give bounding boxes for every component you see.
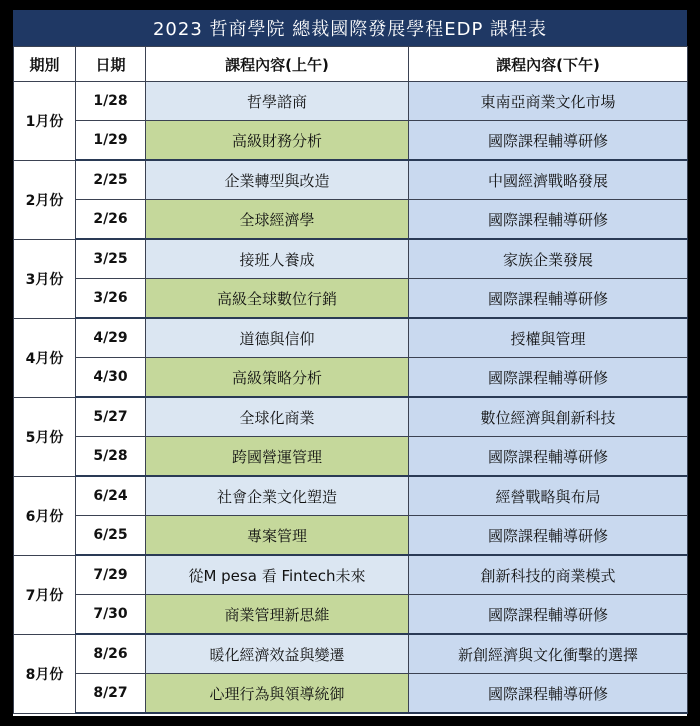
morning-course-cell: 全球經濟學 (146, 200, 409, 240)
afternoon-course-cell: 國際課程輔導研修 (409, 516, 688, 556)
date-cell: 7/29 (76, 555, 146, 595)
period-cell: 8月份 (14, 634, 76, 713)
date-cell: 2/25 (76, 160, 146, 200)
morning-course-cell: 道德與信仰 (146, 318, 409, 358)
date-cell: 4/29 (76, 318, 146, 358)
table-row (14, 121, 688, 161)
table-row (14, 516, 688, 556)
afternoon-course-cell: 授權與管理 (409, 318, 688, 358)
morning-course-cell: 從M pesa 看 Fintech未來 (146, 555, 409, 595)
afternoon-course-cell: 國際課程輔導研修 (409, 279, 688, 319)
afternoon-course-cell: 國際課程輔導研修 (409, 200, 688, 240)
table-row (14, 634, 688, 674)
morning-course-cell: 跨國營運管理 (146, 437, 409, 477)
date-cell: 3/26 (76, 279, 146, 319)
date-cell: 7/30 (76, 595, 146, 635)
morning-course-cell: 心理行為與領導統御 (146, 674, 409, 714)
header-afternoon-course: 課程內容(下午) (409, 47, 688, 82)
table-row (14, 160, 688, 200)
date-cell: 8/27 (76, 674, 146, 714)
morning-course-cell: 企業轉型與改造 (146, 160, 409, 200)
table-row (14, 674, 688, 714)
table-row (14, 82, 688, 121)
period-cell: 7月份 (14, 555, 76, 634)
table-row (14, 279, 688, 319)
afternoon-course-cell: 創新科技的商業模式 (409, 555, 688, 595)
afternoon-course-cell: 國際課程輔導研修 (409, 674, 688, 714)
header-period: 期別 (14, 47, 76, 82)
date-cell: 1/28 (76, 82, 146, 121)
morning-course-cell: 哲學諮商 (146, 82, 409, 121)
header-row (14, 47, 688, 82)
date-cell: 3/25 (76, 239, 146, 279)
period-cell: 1月份 (14, 82, 76, 161)
table-row (14, 397, 688, 437)
morning-course-cell: 高級策略分析 (146, 358, 409, 398)
table-row (14, 318, 688, 358)
period-cell: 6月份 (14, 476, 76, 555)
table-row (14, 358, 688, 398)
date-cell: 5/27 (76, 397, 146, 437)
schedule-title: 2023 哲商學院 總裁國際發展學程EDP 課程表 (13, 10, 687, 46)
afternoon-course-cell: 家族企業發展 (409, 239, 688, 279)
header-date: 日期 (76, 47, 146, 82)
afternoon-course-cell: 數位經濟與創新科技 (409, 397, 688, 437)
afternoon-course-cell: 國際課程輔導研修 (409, 358, 688, 398)
afternoon-course-cell: 東南亞商業文化市場 (409, 82, 688, 121)
morning-course-cell: 商業管理新思維 (146, 595, 409, 635)
date-cell: 5/28 (76, 437, 146, 477)
afternoon-course-cell: 新創經濟與文化衝擊的選擇 (409, 634, 688, 674)
period-cell: 2月份 (14, 160, 76, 239)
afternoon-course-cell: 經營戰略與布局 (409, 476, 688, 516)
morning-course-cell: 暖化經濟效益與變遷 (146, 634, 409, 674)
morning-course-cell: 高級全球數位行銷 (146, 279, 409, 319)
table-row (14, 595, 688, 635)
period-cell: 5月份 (14, 397, 76, 476)
morning-course-cell: 社會企業文化塑造 (146, 476, 409, 516)
schedule-body (14, 82, 688, 714)
morning-course-cell: 專案管理 (146, 516, 409, 556)
table-row (14, 437, 688, 477)
afternoon-course-cell: 國際課程輔導研修 (409, 437, 688, 477)
afternoon-course-cell: 國際課程輔導研修 (409, 595, 688, 635)
date-cell: 6/24 (76, 476, 146, 516)
header-morning-course: 課程內容(上午) (146, 47, 409, 82)
table-row (14, 555, 688, 595)
table-row (14, 239, 688, 279)
date-cell: 4/30 (76, 358, 146, 398)
period-cell: 4月份 (14, 318, 76, 397)
morning-course-cell: 全球化商業 (146, 397, 409, 437)
period-cell: 3月份 (14, 239, 76, 318)
morning-course-cell: 高級財務分析 (146, 121, 409, 161)
table-row (14, 476, 688, 516)
date-cell: 8/26 (76, 634, 146, 674)
afternoon-course-cell: 中國經濟戰略發展 (409, 160, 688, 200)
afternoon-course-cell: 國際課程輔導研修 (409, 121, 688, 161)
table-row (14, 200, 688, 240)
date-cell: 6/25 (76, 516, 146, 556)
schedule-table (13, 46, 688, 714)
date-cell: 2/26 (76, 200, 146, 240)
morning-course-cell: 接班人養成 (146, 239, 409, 279)
schedule-card (13, 10, 687, 716)
date-cell: 1/29 (76, 121, 146, 161)
